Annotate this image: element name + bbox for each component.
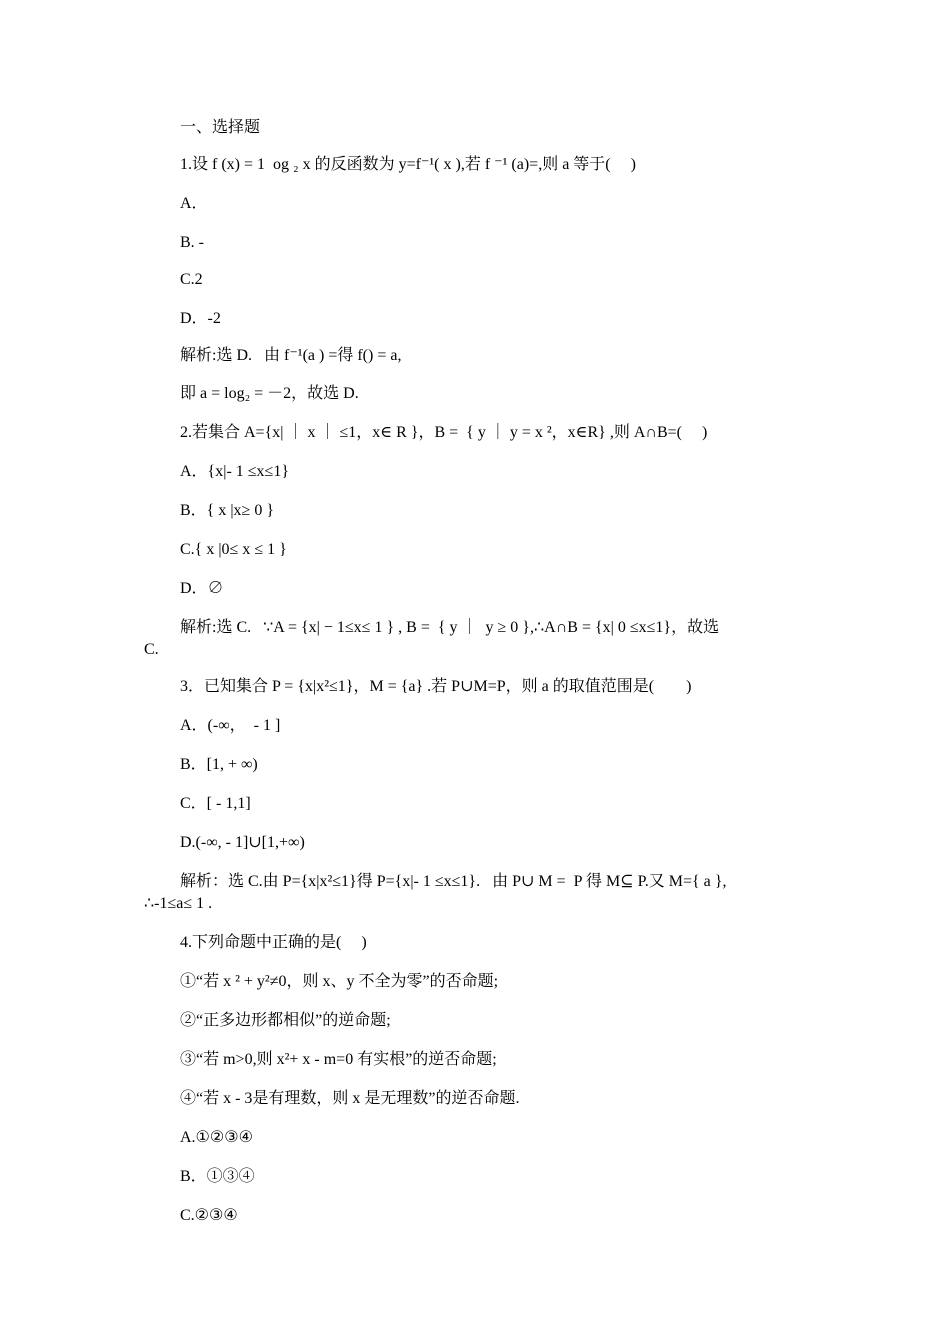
question-2-option-a: A．{x|- 1 ≤x≤1} <box>180 463 290 480</box>
question-1-option-a: A． <box>180 195 208 212</box>
question-1-analysis-line-1: 解析:选 D. 由 f⁻¹(a ) =得 f() = a, <box>180 347 402 364</box>
question-4-stem: 4.下列命题中正确的是( ) <box>180 934 367 951</box>
question-4-option-b: B．①③④ <box>180 1168 255 1185</box>
question-3-stem: 3．已知集合 P = {x|x²≤1}，M = {a} .若 P∪M=P，则 a 的取值范围是( ) <box>180 678 692 695</box>
question-3-option-b: B．[1, + ∞) <box>180 756 258 773</box>
question-2-option-d: D．∅ <box>180 580 224 597</box>
question-2-analysis-line-1: 解析:选 C. ∵A = {x| − 1≤x≤ 1 } , B = { y ｜ y ≥ 0 },∴A∩B = {x| 0 ≤x≤1}，故选 <box>180 619 720 636</box>
question-4-option-c: C.②③④ <box>180 1207 238 1224</box>
question-4-option-a: A.①②③④ <box>180 1129 253 1146</box>
question-1-option-c: C.2 <box>180 271 203 288</box>
question-3-option-a: A．(-∞， - 1 ] <box>180 717 281 734</box>
question-4-statement-1: ①“若 x ² + y²≠0，则 x、y 不全为零”的否命题; <box>180 973 499 990</box>
question-3-analysis-line-2: ∴-1≤a≤ 1 . <box>144 895 213 912</box>
question-1-stem: 1.设 f (x) = 1 og ₂ x 的反函数为 y=f⁻¹( x ),若 f ⁻¹ (a)=,则 a 等于( ) <box>180 156 636 173</box>
question-2-option-c: C.{ x |0≤ x ≤ 1 } <box>180 541 287 558</box>
question-3-option-d: D.(-∞, - 1]∪[1,+∞) <box>180 834 305 851</box>
question-2-analysis-line-2: C. <box>144 641 159 658</box>
question-1-analysis-line-2: 即 a = log₂ = －2，故选 D. <box>180 385 359 402</box>
question-2-stem: 2.若集合 A={x| ｜ x ｜ ≤1，x∈ R }，B = { y ｜ y = x ²，x∈R} ,则 A∩B=( ) <box>180 424 708 441</box>
section-title: 一、选择题 <box>180 117 261 136</box>
question-3-analysis-line-1: 解析：选 C.由 P={x|x²≤1}得 P={x|- 1 ≤x≤1}. 由 P∪ M = P 得 M⊆ P.又 M={ a }, <box>180 873 727 890</box>
question-1-option-d: D．-2 <box>180 310 221 327</box>
question-1-option-b: B. - <box>180 234 204 251</box>
question-4-statement-2: ②“正多边形都相似”的逆命题; <box>180 1012 391 1029</box>
question-3-option-c: C．[ - 1,1] <box>180 795 251 812</box>
question-2-option-b: B．{ x |x≥ 0 } <box>180 502 275 519</box>
question-4-statement-3: ③“若 m>0,则 x²+ x - m=0 有实根”的逆否命题; <box>180 1051 497 1068</box>
question-4-statement-4: ④“若 x - 3是有理数，则 x 是无理数”的逆否命题. <box>180 1090 520 1107</box>
